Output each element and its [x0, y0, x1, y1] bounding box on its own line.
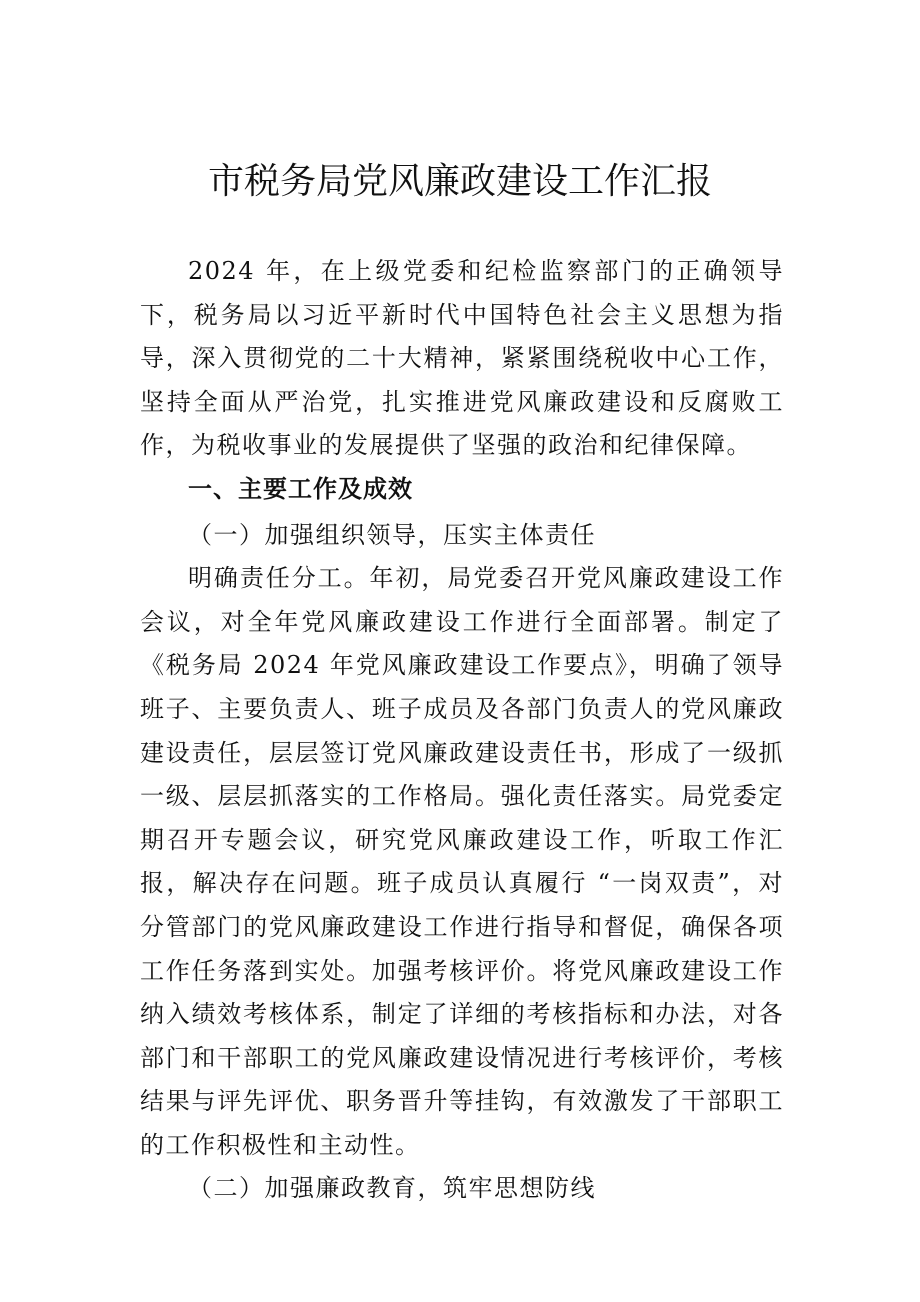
subsection-heading-organization: （一）加强组织领导，压实主体责任	[188, 520, 596, 549]
document-body	[140, 250, 784, 1211]
document-title: 市税务局党风廉政建设工作汇报	[207, 161, 712, 202]
intro-paragraph: 2024 年，在上级党委和纪检监察部门的正确领导下，税务局以习近平新时代中国特色社会主义思想为指导，深入贯彻党的二十大精神，紧紧围绕税收中心工作，坚持全面从严治党，扎实推进党风廉政建设和反腐败工作，为税收事业的发展提供了坚强的政治和纪律保障。	[140, 257, 784, 460]
subsection-body-organization: 明确责任分工。年初，局党委召开党风廉政建设工作会议，对全年党风廉政建设工作进行全面部署。制定了《税务局 2024 年党风廉政建设工作要点》，明确了领导班子、主要负责人、班子成员及各部门负责人的党风廉政建设责任，层层签订党风廉政建设责任书，形成了一级抓一级、层层抓落实的工作格局。强化责任落实。局党委定期召开专题会议，研究党风廉政建设工作，听取工作汇报，解决存在问题。班子成员认真履行 “一岗双责”，对分管部门的党风廉政建设工作进行指导和督促，确保各项工作任务落到实处。加强考核评价。将党风廉政建设工作纳入绩效考核体系，制定了详细的考核指标和办法，对各部门和干部职工的党风廉政建设情况进行考核评价，考核结果与评先评优、职务晋升等挂钩，有效激发了干部职工的工作积极性和主动性。	[140, 564, 784, 1159]
section-heading-main-work: 一、主要工作及成效	[188, 474, 413, 503]
subsection-heading-education: （二）加强廉政教育，筑牢思想防线	[188, 1174, 596, 1203]
